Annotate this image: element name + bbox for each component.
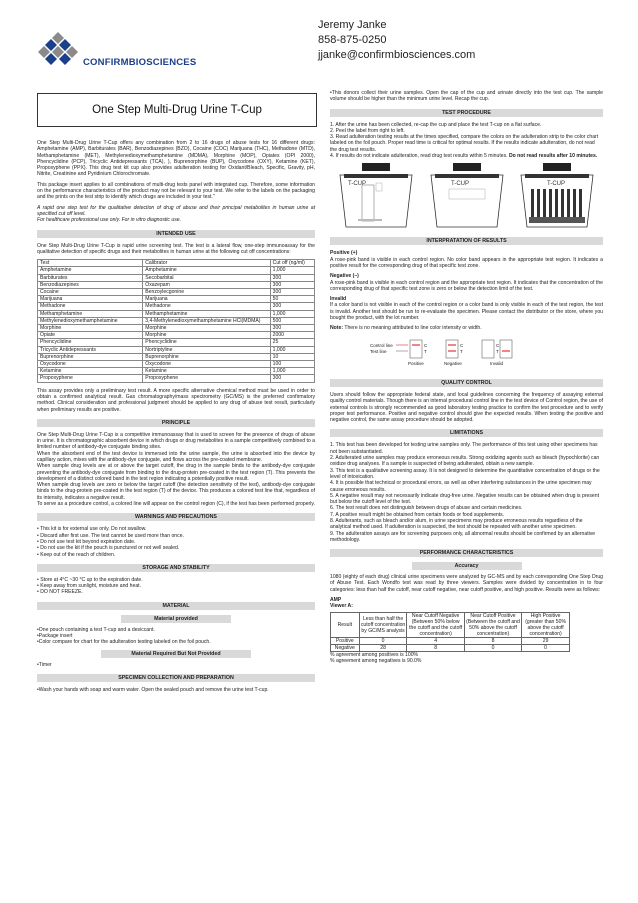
section-interpretation: INTERPRATATION OF RESULTS [330,237,603,245]
viewer-label: Viewer A: [330,603,353,610]
table-cell: 50 [270,296,314,303]
table-row [331,644,570,651]
material-provided-label: Material provided [121,615,231,623]
table-cell: 300 [270,375,314,382]
table-cell: 10 [270,353,314,360]
table-cell: Nortriptyline [143,346,270,353]
section-quality-control: QUALITY CONTROL [330,379,603,387]
table-cell: Amphetamine [38,267,143,274]
table-cell: Propoxyphene [143,375,270,382]
agreement-positive: % agreement among positives is 100% [330,651,419,658]
table-cell: 300 [270,324,314,331]
invalid-heading: Invalid [330,296,347,303]
table-row [38,303,315,310]
logo [37,30,227,74]
section-intended-use: INTENDED USE [37,230,315,238]
list-item: 9. The adulteration assays are for screening purposes only, all abnormal results should be confirmed by an alternative methodology. [330,530,596,543]
table-header: Cut off (ng/ml) [270,260,314,267]
invalid-text: If a color band is not visible in each of the control region or a color band is only visible in each of the test region, the test is invalid. Another test should be run to re-evaluate the specimen. Please contact the distributor or the store, where you bought the product, with the lot number. [330,302,603,322]
table-header: Less than half the cutoff concentration by GC/MS analysis [359,612,407,637]
list-item: •Package insert [37,633,73,640]
material-required-label: Material Required But Not Provided [101,650,251,658]
t-label: T [496,348,499,354]
table-cell: Tricyclic Antidepressants [38,346,143,353]
principle-paragraph: When the absorbent end of the test device is immersed into the urine sample, the urine is absorbed into the device by capillary action, mixes with the antibody-dye conjugate, and flows across the pre-coated membrane. [37,450,315,463]
specimen-text: •Wash your hands with soap and warm water. Open the sealed pouch and remove the urine test T-cup. [37,686,269,693]
list-item: 8. Adulterants, such as bleach and/or alum, in urine specimens may produce erroneous results regardless of the analytical method used. If adulteration is suspected, the test should be repeated with another urine specimen. [330,517,583,531]
table-cell: 300 [270,274,314,281]
t-label: T [460,348,463,354]
table-row [38,375,315,382]
contact-name: Jeremy Janke [318,19,387,31]
storage-list [37,577,315,596]
negative-label: Negative [444,360,462,366]
list-item: 3. This test is a qualitative screening assay. It is not designed to determine the quantitative concentration of drugs or the level of intoxication. [330,467,600,480]
left-column [37,140,315,697]
tcup-label: T-CUP [450,181,469,188]
table-cell: Oxycodone [143,361,270,368]
table-cell: Morphine [143,332,270,339]
prelim-text: This assay provides only a preliminary test result. A more specific alternative chemical method must be used in order to obtain a confirmed analytical result. Gas chromatography/mass spectrometry (GC/MS) is the preferred confirmatory method. Clinical consideration and professional judgment should be applied to any drug of abuse test result, particularly when preliminary results are positive. [37,387,315,413]
tcup-illustrations [336,163,597,231]
tcup-cup-icon [336,163,416,229]
table-header: Near Cutoff Negative (Between 50% below the cutoff and the cutoff concentration) [407,612,464,637]
table-cell: 0 [359,637,407,644]
contact-block [318,18,475,63]
table-header: Calibrator [143,260,270,267]
table-cell: Marijuana [143,296,270,303]
list-item: • Keep away from sunlight, moisture and heat. [37,583,141,590]
section-warnings: WARNINGS AND PRECAUTIONS [37,513,315,521]
c-label: C [496,342,500,348]
table-cell: 2000 [270,332,314,339]
table-cell: 8 [464,637,521,644]
section-limitations: LIMITATIONS [330,429,603,437]
positive-label: Positive [408,360,424,366]
t-label: T [424,348,427,354]
table-row [38,353,315,360]
list-item: 1. This test has been developed for testing urine samples only. The performance of this test using other specimens has not been substantiated. [330,442,598,455]
table-row [38,281,315,288]
contact-phone: 858-875-0250 [318,34,387,46]
intro-paragraph-3: A rapid one step test for the qualitative detection of drug of abuse and their principal metabolites in human urine at specified cut off level. [37,204,315,217]
c-label: C [424,342,428,348]
table-cell: 1,000 [270,310,314,317]
list-item: 1. After the urine has been collected, re-cap the cup and place the test T-cup on a flat surface. [330,121,542,128]
list-item: • Store at 4°C ~30 °C up to the expiration date. [37,576,143,583]
table-cell: 25 [270,339,314,346]
table-cell: Oxazepam [143,281,270,288]
list-item: •One pouch containing a test T-cup and a desiccant. [37,626,155,633]
list-item: •Color compare for chart for the adulteration testing labeled on the foil pouch. [37,639,211,646]
contact-email: jjanke@confirmbiosciences.com [318,49,476,61]
table-cell: Methadone [143,303,270,310]
confirm-logo-icon [37,30,79,72]
section-specimen: SPECIMEN COLLECTION AND PREPARATION [37,674,315,682]
tcup-label: T-CUP [547,181,565,188]
table-cell: Methylenedioxymethamphetamine [38,317,143,324]
table-cell: Opiate [38,332,143,339]
table-header: Near Cutoff Positive (Between the cutoff and 50% above the cutoff concentration) [466,612,520,637]
document-title: One Step Multi-Drug Urine T-Cup [37,93,317,127]
table-cell: 0 [464,644,521,651]
table-cell: Marijuana [38,296,143,303]
table-cell: Cocaine [38,288,143,295]
table-cell: Oxycodone [38,361,143,368]
negative-text: A rose-pink band is visible in each control region and the appropriate test region. It indicates that the concentration of the corresponding drug of that specific test zone is zero or below the detection limit of the test. [330,279,603,292]
amp-label: AMP [330,597,342,604]
table-cell: Positive [331,637,360,644]
table-cell: Benzoylecgonine [143,288,270,295]
tcup-cup-icon [427,163,507,229]
accuracy-table [330,612,570,652]
table-cell: Propoxyphene [38,375,143,382]
table-row [38,324,315,331]
positive-heading: Positive (+) [330,250,358,257]
interpretation-block [330,250,603,331]
list-item: • This kit is for external use only. Do not swallow. [37,526,147,533]
list-item: • DO NOT FREEZE. [37,589,83,596]
section-principle: PRINCIPLE [37,419,315,427]
table-row [38,346,315,353]
donor-text: •This donors collect their urine samples. Open the cap of the cup and urinate directly into the test cup. The sample volume should be higher than the minimum urine level. Recap the cup. [330,90,603,103]
limitations-list [330,442,603,543]
principle-paragraph: One Step Multi-Drug Urine T-Cup is a competitive immunoassay that is used to screen for the presence of drugs of abuse in urine. It is chromatographic absorbent device in which drugs or drug metabolites in a sample competitively combined to a limited number of antibody-dye conjugate binding sites. [37,431,315,451]
table-cell: Morphine [143,324,270,331]
table-cell: 0 [522,644,570,651]
section-performance: PERFORMANCE CHARACTERISTICS [330,549,603,557]
table-cell: 300 [270,281,314,288]
table-cell: 3,4-Methylenedioxymethamphetamine HCl(MDMA) [143,317,270,324]
table-cell: 1,000 [270,368,314,375]
intro-paragraph-2: This package insert applies to all combinations of multi-drug tests panel with integrated cup. Therefore, some information on the performance characteristics of the product may not be relevant to your test. We refer to the labels on the packaging and the prints on the test strip to identify which drugs are included in your test." [37,181,315,201]
tcup-cup-icon [517,163,597,229]
note-text: There is no meaning attributed to line color intensity or width. [344,325,482,332]
table-cell: Barbiturates [38,274,143,281]
table-cell: 1,000 [270,346,314,353]
list-item: • Discard after first use. The test cannot be used more than once. [37,532,184,539]
table-cell: Benzodiazepines [38,281,143,288]
table-cell: Secobarbital [143,274,270,281]
table-cell: Phencyclidine [143,339,270,346]
agreement-negative: % agreement among negatives is 90.0% [330,657,422,664]
negative-heading: Negative (–) [330,273,359,280]
section-material: MATERIAL [37,602,315,610]
table-cell: Buprenorphine [38,353,143,360]
table-row [38,267,315,274]
note-heading: Note: [330,325,344,332]
table-cell: Ketamine [143,368,270,375]
table-cell: 100 [270,361,314,368]
list-item: • Do not use test kit beyond expiration date. [37,538,136,545]
procedure-list [330,122,603,160]
list-item: 4. It is possible that technical or procedural errors, as well as other interfering substances in the urine specimen may cause erroneous results. [330,480,592,493]
list-item: 3. Read adulteration testing results at the times specified, compare the colors on the adulteration strip to the color chart labeled on the foil pouch. Proper read time is critical for optimal results. If the results indicate adulteration, do not read the drug test results. [330,134,599,153]
table-cell: Buprenorphine [143,353,270,360]
list-item: • Do not use the kit if the pouch is punctured or not well sealed. [37,545,180,552]
table-header: Test [38,260,143,267]
table-row [38,274,315,281]
table-cell: 8 [407,644,464,651]
positive-text: A rose-pink band is visible in each control region. No color band appears in the appropriate test region. It indicates a positive result for the corresponding drug of that specific test zone. [330,256,603,269]
right-column [330,90,603,664]
table-row [38,339,315,346]
table-row [38,332,315,339]
table-row [38,296,315,303]
intended-use-text: One Step Multi-Drug Urine T-Cup is rapid urine screening test. The test is a lateral flow, one-step immunoassay for the qualitative detection of specific drugs and their metabolites in human urine at the following cut off concentrations: [37,242,315,255]
table-cell: 500 [270,317,314,324]
brand-name: CONFIRMBIOSCIENCES [83,57,197,68]
table-row [38,310,315,317]
procedure-step-4: 4. If results do not indicate adulteration, read drug test results within 5 minutes. [330,153,508,160]
warnings-list [37,526,315,557]
table-cell: 28 [359,644,407,651]
list-item: •Timer [37,661,52,668]
list-item: 2. Adulterated urine samples may produce erroneous results. Strong oxidizing agents such as bleach (hypochlorite) can oxidize drug analyses. If a sample is suspected of being adulterated, obtain a new sample. [330,455,600,468]
principle-paragraph: To serve as a procedure control, a colored line will appear on the control region (C), if the test has been performed properly. [37,501,315,508]
intro-paragraph-1: One Step Multi-Drug Urine T-Cup offers any combination from 2 to 16 drugs of abuse tests for 16 different drugs: Amphetamine (AMP), Barbiturates (BAR), Benzodiazepines (BZO), Cocaine (COC) Marijuana (THC), Methadone (MTD), Methamphetamine (MET), Methylenedioxymethamphetamine (MDMA), Morphine (MOP), Opiates (OPI 2000), Phencyclidine (PCP), Tricyclic Antidepressants (TCA), ), Buprenorphine (BUP), Oxycodone (OXY), Ketamine (KET), Propoxyphene (PPX). This drug test kit cup also provides adulteration testing for Oxidant/Bleach, Specific, Gravity, pH, Nitrite, Creatinine and Pyridinium Chlorochromate. [37,140,315,178]
result-interpretation-figure [370,339,550,367]
table-cell: Methamphetamine [38,310,143,317]
table-cell: 300 [270,288,314,295]
tcup-label: T-CUP [348,181,366,188]
drug-cutoff-table [37,259,315,382]
principle-paragraph: When sample drug levels are zero or below the target cutoff (the detection sensitivity of the test), antibody-dye conjugate binds to the drug-protein pre-coated in the test region (T) of the device. This produces a colored test line that, regardless of its intensity, indicates a negative result. [37,482,315,501]
table-cell: Phencyclidine [38,339,143,346]
table-header: Result [331,612,360,637]
table-cell: 300 [270,303,314,310]
material-required-list [37,662,315,668]
table-cell: Ketamine [38,368,143,375]
table-row [38,288,315,295]
list-item: 7. A positive result might be obtained from certain foods or food supplements. [330,511,505,518]
list-item: 5. A negative result may not necessarily indicate drug-free urine. Negative results can be obtained when drug is present but below the cutoff level of the test. [330,492,599,506]
table-cell: 4 [407,637,464,644]
table-cell: Methadone [38,303,143,310]
table-cell: 29 [522,637,570,644]
material-list [37,627,315,646]
procedure-warning: Do not read results after 10 minutes. [508,153,598,160]
table-row [38,361,315,368]
accuracy-text: 1080 (eighty of each drug) clinical urine specimens were analyzed by GC-MS and by each corresponding One Step Drug of Abuse Test. Each Wondfo test was read by three viewers. Samples were divided by concentration in to four categories: less than half the cutoff, near cutoff negative, near cutoff positive, and high positive. Results were as follows: [330,574,603,593]
table-cell: Negative [331,644,360,651]
table-cell: Methamphetamine [143,310,270,317]
table-cell: Morphine [38,324,143,331]
control-line-label: Control line [370,342,393,348]
table-row [38,317,315,324]
invalid-label: Invalid [490,360,504,366]
list-item: • Keep out of the reach of children. [37,551,116,558]
table-cell: 1,000 [270,267,314,274]
table-header: High Positive (greater than 50% above the cutoff concentration) [522,612,570,637]
test-line-label: Test line [370,348,387,354]
principle-paragraph: When sample drug levels are at or above the target cutoff, the drug in the sample binds to the antibody-dye conjugate preventing the antibody-dye conjugate from binding to the drug-protein pre-coated in the test region (T). This prevents the development of a distinct colored band in the test region indicating a potentially positive result. [37,463,315,482]
table-row [38,368,315,375]
list-item [330,153,603,159]
intro-paragraph-4: For healthcare professional use only. For in vitro diagnostic use. [37,217,182,224]
accuracy-label: Accuracy [412,562,522,570]
list-item: 6. The test result does not distinguish between drugs of abuse and certain medicines. [330,505,523,512]
section-test-procedure: TEST PROCEDURE [330,109,603,117]
c-label: C [460,342,464,348]
table-row [331,637,570,644]
principle-text [37,432,315,508]
quality-text: Users should follow the appropriate federal state, and local guidelines concerning the frequency of assaying external quality control materials. Though there is an internal procedural control line in the test device of Control region, the use of external controls is strongly recommended as good laboratory testing practice to confirm the test procedure and to verify proper test performance. Positive and negative control should give the expected results. When testing the positive and negative control, the same assay procedure should be adopted. [330,391,603,424]
list-item: 2. Peel the label from right to left. [330,127,405,134]
section-storage: STORAGE AND STABILITY [37,564,315,572]
table-cell: Amphetamine [143,267,270,274]
